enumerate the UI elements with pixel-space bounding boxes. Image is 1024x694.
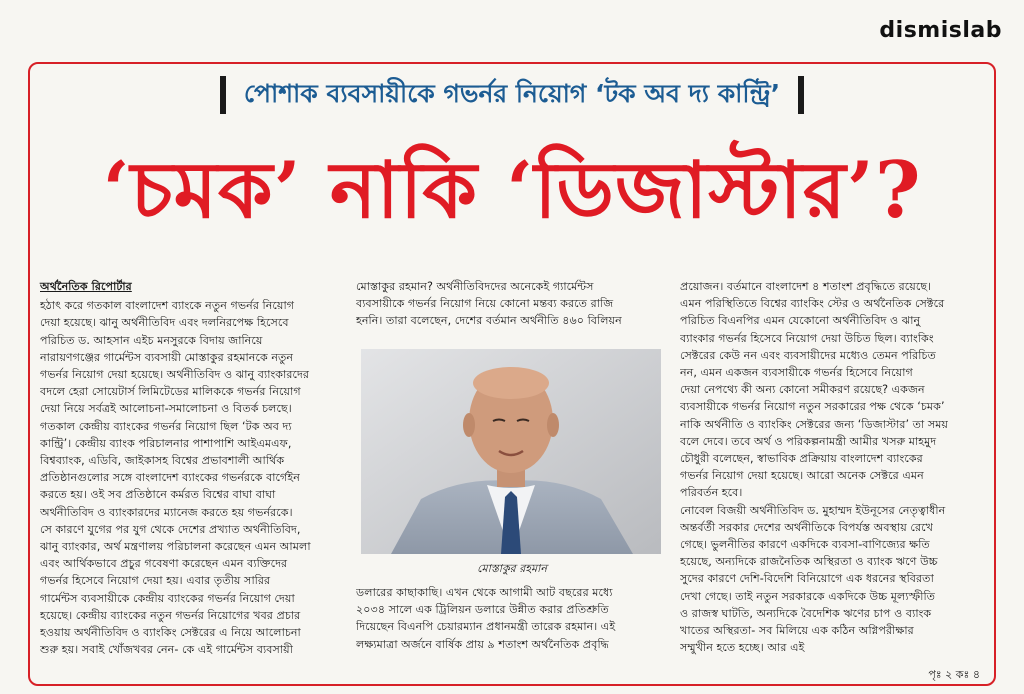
- text-line: হওয়ায় অর্থনীতিবিদ ও ব্যাংকিং সেক্টরের এ নিয়ে আলোচনা: [40, 626, 301, 640]
- text-line: গভর্নর হিসেবে নিয়োগ দেয়া হয়। এবার তৃতীয় সারির: [40, 574, 271, 588]
- column-2-bottom-text: [356, 584, 668, 653]
- text-line: গভর্নর নিয়োগ দেয়া হয়েছে। আরো অনেক সেক্টরে এমন: [680, 469, 924, 483]
- headline: ‘চমক’ নাকি ‘ডিজাস্টার’?: [102, 145, 922, 236]
- text-line: লক্ষ্যমাত্রা অর্জনে বার্ষিক প্রায় ৯ শতাংশ অর্থনৈতিক প্রবৃদ্ধি: [356, 637, 609, 651]
- text-line: সম্মুখীন হতে হচ্ছে। আর এই: [680, 641, 805, 655]
- text-line: ব্যাংকার গভর্নর হিসেবে নিয়োগ দেয়া উচিত ছিল। ব্যাংকিং: [680, 331, 934, 345]
- kicker-text: পোশাক ব্যবসায়ীকে গভর্নর নিয়োগ ‘টক অব দ্য কান্ট্রি’: [243, 78, 781, 108]
- column-3-text: [680, 278, 982, 656]
- text-line: খাতের অস্থিরতা- সব মিলিয়ে এক কঠিন অগ্নিপরীক্ষার: [680, 624, 914, 638]
- text-line: অন্তর্বর্তী সরকার দেশের অর্থনীতিকে বিপর্যস্ত অবস্থায় রেখে: [680, 520, 933, 534]
- text-line: ২০৩৪ সালে এক ট্রিলিয়ন ডলারে উন্নীত করার প্রতিশ্রুতি: [356, 603, 609, 617]
- text-line: গেছে। ভুলনীতির কারণে একদিকে ব্যবসা-বাণিজ্যের ক্ষতি: [680, 538, 930, 552]
- text-line: বলে দেবে। তবে অর্থ ও পরিকল্পনামন্ত্রী আমীর খসরু মাহমুদ: [680, 434, 937, 448]
- text-line: সুদের কারণে দেশি-বিদেশি বিনিয়োগে এক ধরনের স্থবিরতা: [680, 572, 934, 586]
- portrait-illustration: [361, 349, 661, 554]
- text-line: দিয়েছেন বিএনপি চেয়ারম্যান প্রধানমন্ত্রী তারেক রহমান। এই: [356, 620, 616, 634]
- text-line: সেক্টরের কেউ নন এবং ব্যবসায়ীদের মধ্যেও তেমন পরিচিত: [680, 348, 936, 362]
- text-line: হয়েছে। কেন্দ্রীয় ব্যাংকের নতুন গভর্নর নিয়োগের খবর প্রচার: [40, 608, 301, 622]
- text-line: দেয়া নেপথ্যে কী অন্য কোনো সমীকরণ রয়েছে? একজন: [680, 383, 925, 397]
- text-line: হননি। তারা বলেছেন, দেশের বর্তমান অর্থনীতি ৪৬০ বিলিয়ন: [356, 314, 622, 328]
- text-line: দেয়া নিয়ে সর্বত্রই আলোচনা-সমালোচনা ও বিতর্ক চলছে।: [40, 402, 292, 416]
- text-line: প্রতিষ্ঠানগুলোর সঙ্গে বাংলাদেশ ব্যাংকের গভর্নরকে বার্গেইন: [40, 471, 300, 485]
- photo-caption: মোস্তাকুর রহমান: [477, 562, 547, 575]
- text-line: হয়েছে, অন্যদিকে রাজনৈতিক অস্থিরতা ও ব্যাংক ঋণে উচ্চ: [680, 555, 938, 569]
- kicker-right-bar: [798, 76, 804, 114]
- text-line: গতকাল কেন্দ্রীয় ব্যাংকের গভর্নর নিয়োগ ছিল ‘টক অব দ্য: [40, 419, 292, 433]
- text-line: এবং আর্থিকভাবে প্রচুর গবেষণা করেছেন এমন ব্যক্তিদের: [40, 557, 288, 571]
- text-line: অর্থনীতিবিদ ও ব্যাংকারদের ম্যানেজ করতে হয় গভর্নরকে।: [40, 505, 293, 519]
- text-line: নন, এমন একজন ব্যবসায়ীকে গভর্নর হিসেবে নিয়োগ: [680, 366, 913, 380]
- text-line: নাকি অর্থনীতি ও ব্যাংকিং সেক্টরের জন্য ‘ডিজাস্টার’ তা সময়: [680, 417, 949, 431]
- column-1-text: [40, 297, 344, 658]
- portrait-photo: [361, 349, 661, 554]
- column-2-bottom: [356, 584, 668, 653]
- text-line: পরিচিত বিএনপির এমন যেকোনো অর্থনীতিবিদ ও ঝানু: [680, 314, 921, 328]
- text-line: নারায়ণগঞ্জের গার্মেন্টস ব্যবসায়ী মোস্তাকুর রহমানকে নতুন: [40, 350, 294, 364]
- column-3: [680, 278, 982, 656]
- column-2: [356, 278, 668, 330]
- text-line: গভর্নর নিয়োগ দেয়া হয়েছে। অর্থনীতিবিদ ও ঝানু ব্যাংকারদের: [40, 368, 310, 382]
- dismislab-logo: dismislab: [879, 18, 1002, 43]
- text-line: ঝানু ব্যাংকার, অর্থ মন্ত্রণালয় পরিচালনা করেছেন এমন আমলা: [40, 540, 311, 554]
- text-line: দেখা গেছে। তাই নতুন সরকারকে একদিকে উচ্চ মূল্যস্ফীতি: [680, 589, 936, 603]
- kicker: [40, 72, 984, 118]
- text-line: শুরু হয়। সবাই খোঁজখবর নেন- কে এই গার্মেন্টস ব্যবসায়ী: [40, 643, 293, 657]
- byline: অর্থনৈতিক রিপোর্টার: [40, 280, 132, 293]
- text-line: করতে হয়। ওই সব প্রতিষ্ঠানে কর্মরত বিশ্বের বাঘা বাঘা: [40, 488, 276, 502]
- text-line: সে কারণে যুগের পর যুগ থেকে দেশের প্রখ্যাত অর্থনীতিবিদ,: [40, 522, 301, 536]
- text-line: চৌধুরী বলেছেন, স্বাভাবিক প্রক্রিয়ায় বাংলাদেশ ব্যাংকের: [680, 452, 923, 466]
- text-line: হঠাৎ করে গতকাল বাংলাদেশ ব্যাংকে নতুন গভর্নর নিয়োগ: [40, 299, 295, 313]
- text-line: পরিচিত ড. আহসান এইচ মনসুরকে বিদায় জানিয়ে: [40, 333, 263, 347]
- column-1: [40, 278, 344, 658]
- text-line: বিশ্বব্যাংক, এডিবি, জাইকাসহ বিশ্বের প্রভাবশালী আর্থিক: [40, 454, 285, 468]
- continuation-marker: পৃঃ ২ কঃ ৪: [928, 668, 980, 681]
- text-line: নোবেল বিজয়ী অর্থনীতিবিদ ড. মুহাম্মদ ইউনূসের নেতৃত্বাধীন: [680, 503, 946, 517]
- text-line: পরিবর্তন হবে।: [680, 486, 743, 500]
- text-line: দেয়া হয়েছে। ঝানু অর্থনীতিবিদ এবং দলনিরপেক্ষ হিসেবে: [40, 316, 289, 330]
- text-line: প্রয়োজন। বর্তমানে বাংলাদেশ ৪ শতাংশ প্রবৃদ্ধিতে রয়েছে।: [680, 280, 932, 293]
- text-line: গার্মেন্টস ব্যবসায়ীকে কেন্দ্রীয় ব্যাংকের গভর্নর নিয়োগ দেয়া: [40, 591, 295, 605]
- text-line: ডলারের কাছাকাছি। এখন থেকে আগামী আট বছরের মধ্যে: [356, 586, 613, 599]
- column-2-top-text: [356, 278, 668, 330]
- text-line: ও রাজস্ব ঘাটতি, অন্যদিকে বৈদেশিক ঋণের চাপ ও ব্যাংক: [680, 606, 932, 620]
- text-line: ব্যবসায়ীকে গভর্নর নিয়োগ নিয়ে কোনো মন্তব্য করতে রাজি: [356, 297, 614, 311]
- text-line: এমন পরিস্থিতিতে বিশ্বের ব্যাংকিং স্টের ও অর্থনৈতিক সেক্টরে: [680, 297, 945, 311]
- kicker-left-bar: [220, 76, 226, 114]
- text-line: বদলে হেরা সোয়েটার্স লিমিটেডের মালিককে গভর্নর নিয়োগ: [40, 385, 301, 399]
- text-line: মোস্তাকুর রহমান? অর্থনীতিবিদদের অনেকেই গ্যার্মেন্টস: [356, 280, 594, 293]
- text-line: ব্যবসায়ীকে গভর্নর নিয়োগ নতুন সরকারের পক্ষ থেকে ‘চমক’: [680, 400, 945, 414]
- text-line: কান্ট্রি’। কেন্দ্রীয় ব্যাংক পরিচালনার পাশাপাশি আইএমএফ,: [40, 436, 292, 450]
